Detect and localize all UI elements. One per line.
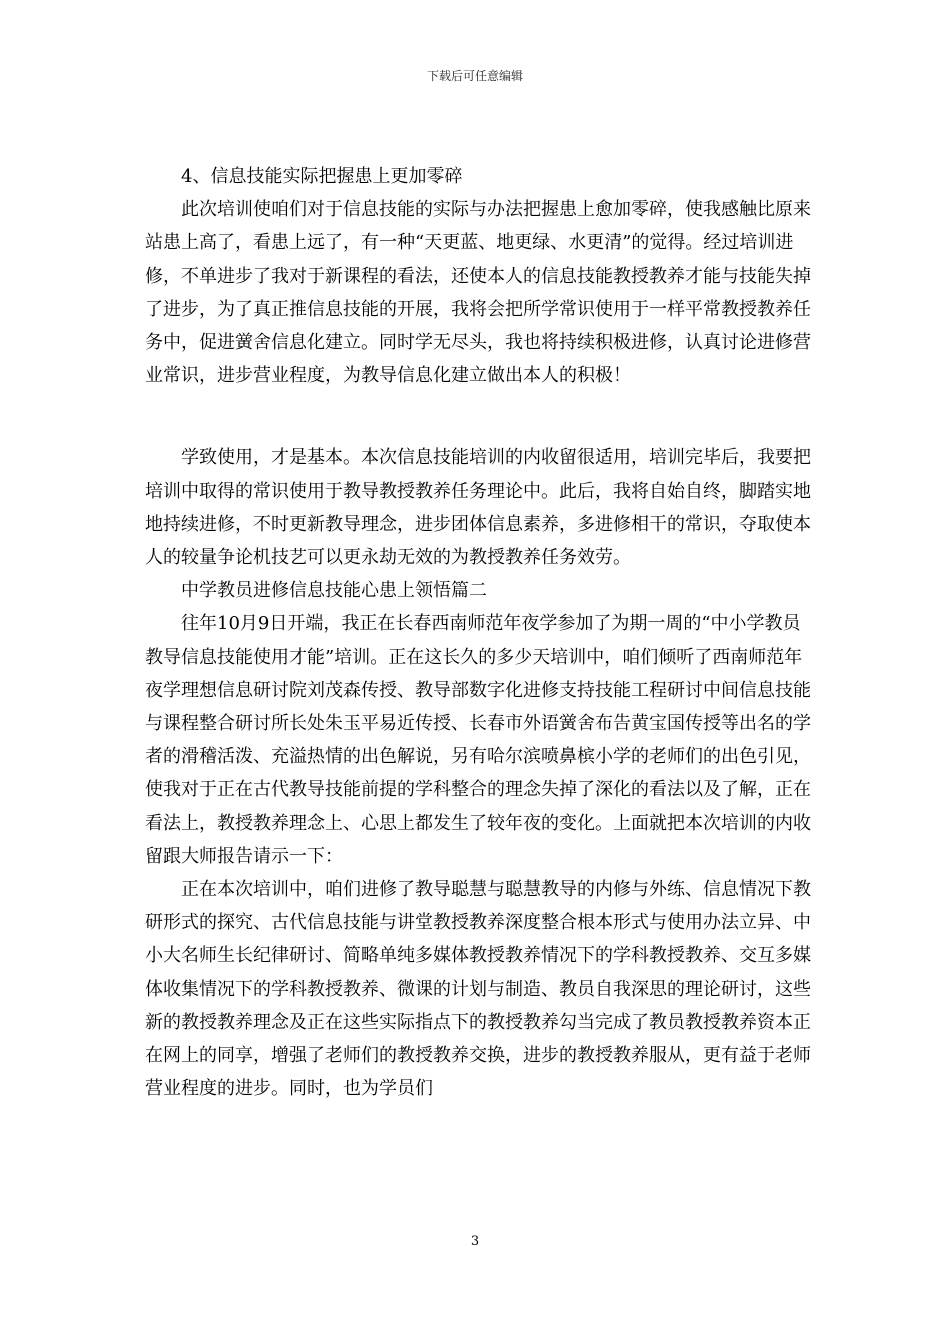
paragraph: 正在本次培训中，咱们进修了教导聪慧与聪慧教导的内修与外练、信息情况下教研形式的探究、古代信息技能与讲堂教授教养深度整合根本形式与使用办法立异、中小大名师生长纪律研讨、简略单纯多媒体教授教养情况下的学科教授教养、交互多媒体收集情况下的学科教授教养、微课的计划与制造、教员自我深思的理论研讨，这些新的教授教养理念及正在这些实际指点下的教授教养勾当完成了教员教授教养资本正在网上的同享，增强了老师们的教授教养交换，进步的教授教养服从，更有益于老师营业程度的进步。同时，也为学员们 bbox=[145, 879, 811, 1100]
section-heading: 4、信息技能实际把握患上更加零碎 bbox=[181, 166, 463, 187]
page-header: 下载后可任意编辑 bbox=[426, 69, 523, 83]
section-title: 中学教员进修信息技能心患上领悟篇二 bbox=[181, 580, 487, 602]
paragraph: 此次培训使咱们对于信息技能的实际与办法把握患上愈加零碎，使我感触比原来站患上高了，看患上远了，有一种“天更蓝、地更绿、水更清”的觉得。经过培训进修，不单进步了我对于新课程的看法，还使本人的信息技能教授教养才能与技能失掉了进步，为了真正推信息技能的开展，我将会把所学常识使用于一样平常教授教养任务中，促进黉舍信息化建立。同时学无尽头，我也将持续积极进修，认真讨论进修营业常识，进步营业程度，为教导信息化建立做出本人的积极！ bbox=[145, 199, 811, 387]
page-number: 3 bbox=[470, 1234, 480, 1249]
paragraph: 往年10月9日开端，我正在长春西南师范年夜学参加了为期一周的“中小学教员教导信息技能使用才能”培训。正在这长久的多少天培训中，咱们倾听了西南师范年夜学理想信息研讨院刘茂森传授、教导部数字化进修支持技能工程研讨中间信息技能与课程整合研讨所长处朱玉平易近传授、长春市外语黉舍布告黄宝国传授等出名的学者的滑稽活泼、充溢热情的出色解说，另有哈尔滨喷鼻槟小学的老师们的出色引见，使我对于正在古代教导技能前提的学科整合的理念失掉了深化的看法以及了解，正在看法上，教授教养理念上、心思上都发生了较年夜的变化。上面就把本次培训的内收留跟大师报告请示一下： bbox=[145, 613, 811, 867]
paragraph-spacer bbox=[145, 392, 817, 441]
document-body bbox=[145, 160, 817, 1105]
paragraph: 学致使用，才是基本。本次信息技能培训的内收留很适用，培训完毕后，我要把培训中取得的常识使用于教导教授教养任务理论中。此后，我将自始自终，脚踏实地地持续进修，不时更新教导理念，进步团体信息素养，多进修相干的常识，夺取使本人的较量争论机技艺可以更永劫无效的为教授教养任务效劳。 bbox=[145, 447, 811, 569]
